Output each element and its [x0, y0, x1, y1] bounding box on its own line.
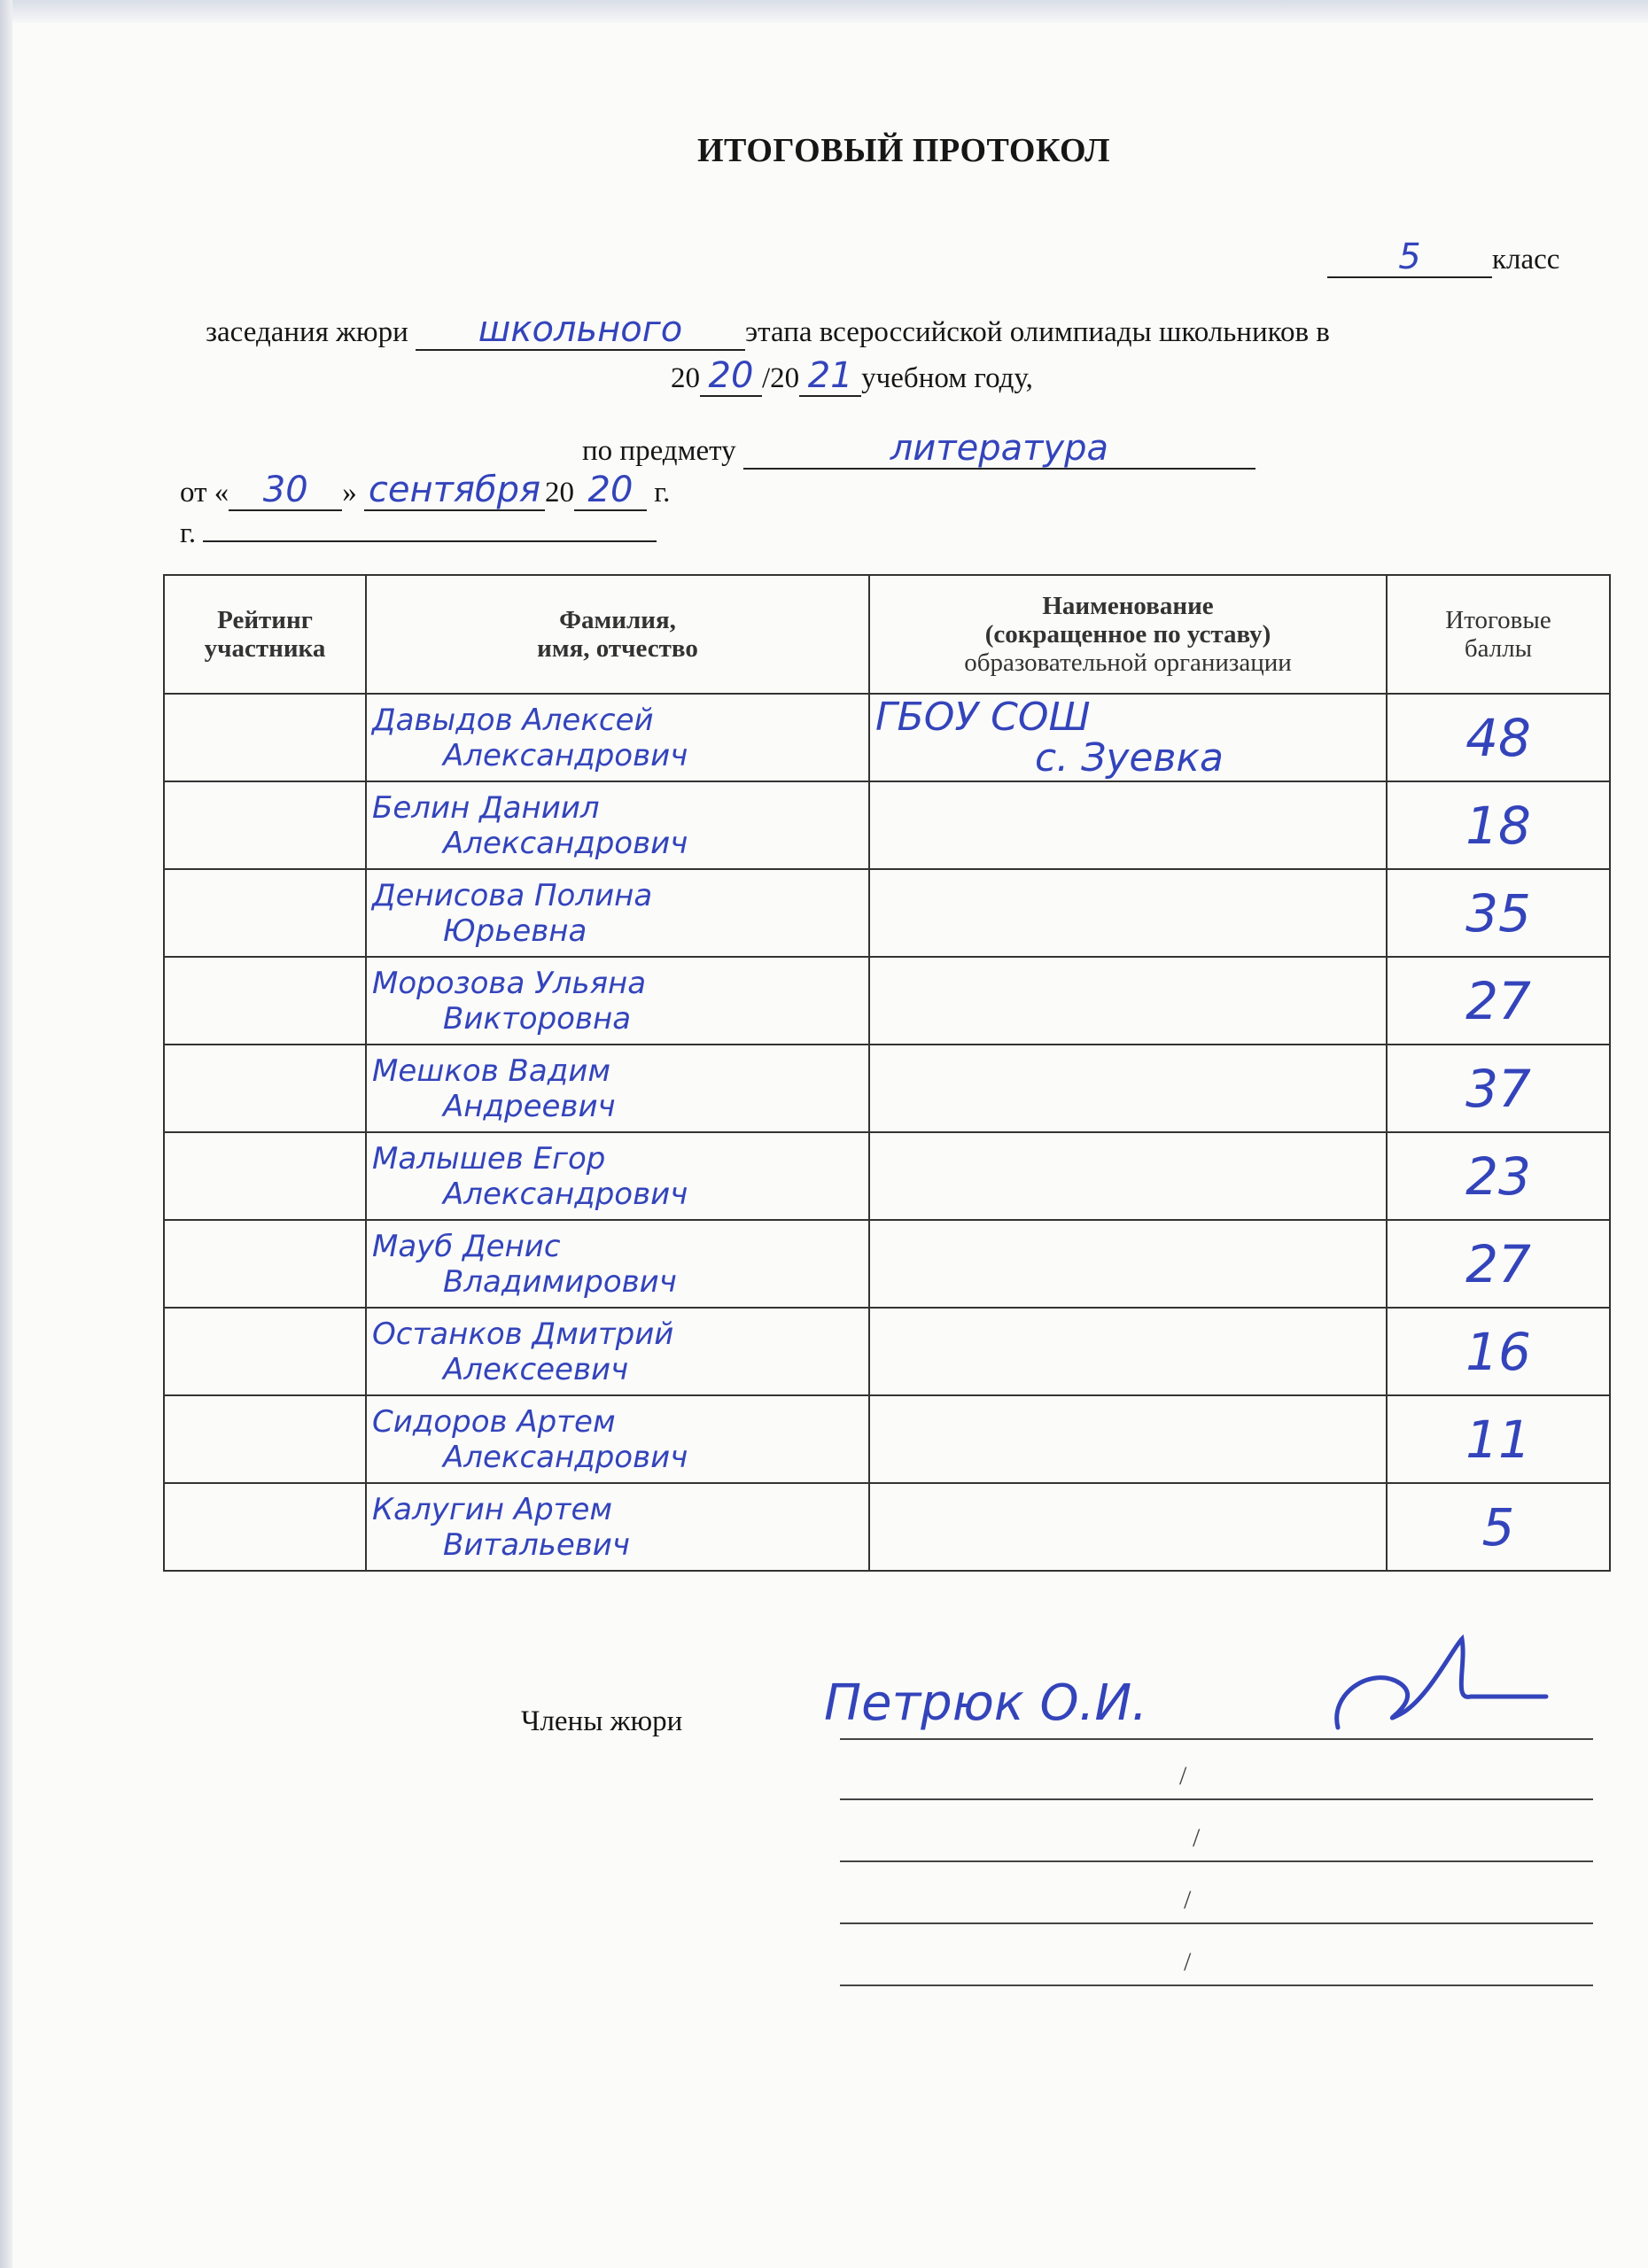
participant-name-line2: Александрович: [443, 1176, 688, 1212]
participant-name-line1: Белин Даниил: [372, 789, 600, 826]
participant-name-line1: Давыдов Алексей: [372, 702, 654, 738]
jury-member-name: Петрюк О.И.: [824, 1674, 1148, 1732]
subject-prefix: по предмету: [582, 435, 736, 467]
header-organization: [869, 575, 1387, 694]
cell-organization: [869, 1395, 1387, 1483]
stage-field: [416, 309, 745, 351]
cell-score: 35: [1387, 869, 1610, 957]
cell-rating: [164, 781, 366, 869]
year-prefix: 20: [671, 362, 700, 394]
jury-signature-line-4: [840, 1922, 1593, 1924]
participant-name-line1: Мешков Вадим: [372, 1052, 610, 1089]
subject-line: [582, 428, 1255, 470]
class-line: [1327, 239, 1559, 278]
header-rating-line1: Рейтинг: [217, 606, 313, 634]
cell-name: [366, 1045, 869, 1132]
cell-rating: [164, 1045, 366, 1132]
year1-value: 20: [708, 355, 754, 396]
date-day-field: [229, 472, 342, 511]
cell-rating: [164, 1220, 366, 1308]
table-row: [164, 1045, 1610, 1132]
class-field: [1327, 239, 1492, 278]
cell-score: 48: [1387, 694, 1610, 781]
cell-organization: [869, 781, 1387, 869]
table-row: [164, 781, 1610, 869]
cell-score: 27: [1387, 1220, 1610, 1308]
date-year: 20: [587, 470, 634, 510]
participant-name-line2: Андреевич: [443, 1088, 616, 1124]
header-name: [366, 575, 869, 694]
cell-rating: [164, 694, 366, 781]
signature-mark: [1320, 1630, 1551, 1763]
scan-left-edge: [0, 0, 12, 2268]
year-middle: /20: [762, 362, 800, 394]
cell-name: [366, 694, 869, 781]
table-row: [164, 694, 1610, 781]
organization-line1: ГБОУ СОШ: [875, 694, 1091, 740]
stage-suffix: этапа всероссийской олимпиады школьников в: [745, 316, 1330, 348]
stage-value: школьного: [478, 309, 683, 350]
table-header-row: [164, 575, 1610, 694]
cell-rating: [164, 869, 366, 957]
cell-name: [366, 869, 869, 957]
meeting-prefix: заседания жюри: [206, 316, 408, 348]
cell-rating: [164, 1395, 366, 1483]
participant-name-line2: Александрович: [443, 1439, 688, 1475]
participant-name-line2: Владимирович: [443, 1263, 677, 1300]
participant-name-line1: Денисова Полина: [372, 877, 653, 913]
jury-slash-4: /: [1184, 1885, 1192, 1915]
cell-rating: [164, 1308, 366, 1395]
header-rating: [164, 575, 366, 694]
jury-label: Члены жюри: [521, 1705, 683, 1737]
year2-value: 21: [807, 355, 853, 396]
class-label: класс: [1492, 244, 1560, 276]
subject-value: литература: [890, 428, 1108, 469]
jury-slash-3: /: [1193, 1823, 1201, 1852]
subject-field: [743, 428, 1255, 470]
participant-name-line2: Александрович: [443, 825, 688, 861]
cell-score: 18: [1387, 781, 1610, 869]
cell-name: [366, 1483, 869, 1571]
scan-top-shadow: [0, 0, 1648, 23]
jury-signature-line-1: [840, 1738, 1593, 1740]
jury-slash-5: /: [1184, 1947, 1192, 1977]
cell-organization: [869, 1483, 1387, 1571]
jury-signature-line-5: [840, 1984, 1593, 1986]
jury-slash-2: /: [1179, 1761, 1187, 1790]
year-line: [671, 355, 1033, 397]
cell-organization: [869, 957, 1387, 1045]
city-line: [180, 517, 657, 550]
jury-signature-line-3: [840, 1860, 1593, 1862]
cell-rating: [164, 1132, 366, 1220]
cell-name: [366, 1308, 869, 1395]
cell-organization: [869, 1220, 1387, 1308]
meeting-line: [206, 309, 1330, 351]
cell-rating: [164, 957, 366, 1045]
cell-organization: [869, 694, 1387, 781]
participant-name-line2: Викторовна: [443, 1000, 632, 1037]
cell-score: 27: [1387, 957, 1610, 1045]
table-row: [164, 1483, 1610, 1571]
organization-line2: с. Зуевка: [1035, 734, 1224, 781]
participant-name-line1: Морозова Ульяна: [372, 965, 647, 1001]
header-score: [1387, 575, 1610, 694]
class-value: 5: [1398, 237, 1421, 277]
table-row: [164, 1220, 1610, 1308]
date-year-field: [574, 472, 647, 511]
participant-name-line1: Мауб Денис: [372, 1228, 561, 1264]
cell-score: 5: [1387, 1483, 1610, 1571]
cell-score: 37: [1387, 1045, 1610, 1132]
date-mid: »: [342, 477, 357, 509]
cell-score: 23: [1387, 1132, 1610, 1220]
cell-name: [366, 1395, 869, 1483]
header-score-line2: баллы: [1464, 634, 1533, 663]
jury-signature-line-2: [840, 1798, 1593, 1800]
header-name-line2: имя, отчество: [537, 634, 698, 663]
cell-name: [366, 781, 869, 869]
table-row: [164, 1395, 1610, 1483]
cell-rating: [164, 1483, 366, 1571]
year-suffix: учебном году,: [861, 362, 1033, 394]
date-month-field: [364, 472, 545, 511]
table-row: [164, 1308, 1610, 1395]
participant-name-line1: Калугин Артем: [372, 1491, 613, 1527]
cell-score: 11: [1387, 1395, 1610, 1483]
date-year-prefix: 20: [545, 477, 574, 509]
cell-organization: [869, 1045, 1387, 1132]
header-rating-line2: участника: [204, 634, 326, 663]
year1-field: [700, 355, 762, 397]
cell-organization: [869, 1132, 1387, 1220]
date-suffix: г.: [654, 477, 671, 509]
cell-name: [366, 1220, 869, 1308]
date-day: 30: [262, 470, 308, 510]
page-title: ИТОГОВЫЙ ПРОТОКОЛ: [696, 132, 1111, 169]
participant-name-line1: Останков Дмитрий: [372, 1316, 674, 1352]
cell-name: [366, 1132, 869, 1220]
table-row: [164, 1132, 1610, 1220]
header-org-line3: образовательной организации: [964, 649, 1292, 677]
header-name-line1: Фамилия,: [559, 606, 676, 634]
participant-name-line2: Юрьевна: [443, 913, 587, 949]
header-org-line1: Наименование: [1042, 592, 1214, 620]
participant-name-line1: Сидоров Артем: [372, 1403, 616, 1440]
year2-field: [799, 355, 861, 397]
header-score-line1: Итоговые: [1445, 606, 1551, 634]
date-line: [180, 472, 670, 511]
table-row: [164, 957, 1610, 1045]
results-table: [163, 574, 1611, 1572]
participant-name-line2: Витальевич: [443, 1526, 630, 1563]
cell-name: [366, 957, 869, 1045]
table-row: [164, 869, 1610, 957]
participant-name-line2: Александрович: [443, 737, 688, 773]
cell-score: 16: [1387, 1308, 1610, 1395]
date-month: сентября: [368, 470, 541, 510]
cell-organization: [869, 869, 1387, 957]
header-org-line2: (сокращенное по уставу): [984, 620, 1271, 649]
city-field: [203, 540, 657, 542]
participant-name-line2: Алексеевич: [443, 1351, 629, 1387]
date-prefix: от «: [180, 477, 229, 509]
cell-organization: [869, 1308, 1387, 1395]
city-prefix: г.: [180, 517, 197, 549]
participant-name-line1: Малышев Егор: [372, 1140, 606, 1177]
